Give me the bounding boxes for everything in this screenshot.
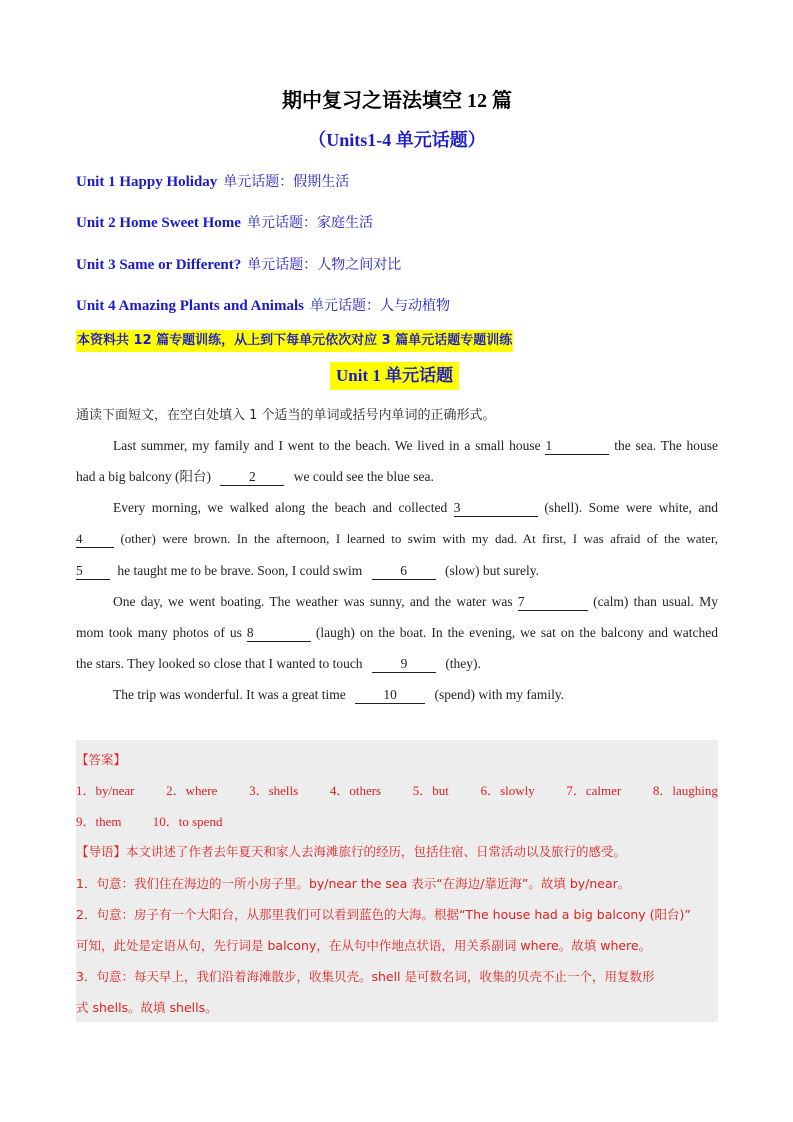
- passage-text: mom took many photos of us: [76, 625, 242, 640]
- blank-1: 1: [545, 438, 609, 455]
- passage-line-6: [76, 592, 718, 612]
- answer-list-row-1: [76, 780, 718, 799]
- answer-label: 【答案】: [76, 752, 127, 767]
- answer-item: 3．shells: [249, 783, 299, 798]
- blank-8: 8: [247, 625, 311, 642]
- explanation-3a: 3．句意：每天早上，我们沿着海滩散步，收集贝壳。shell 是可数名词，收集的贝壳不止一个，用复数形: [76, 969, 655, 984]
- answer-item: 4．others: [329, 783, 382, 798]
- passage-line-1: [76, 436, 718, 456]
- blank-6: 6: [372, 563, 436, 580]
- answer-item: 1．by/near: [76, 783, 135, 798]
- blank-3: 3: [454, 500, 538, 517]
- page-title: 期中复习之语法填空 12 篇: [282, 90, 512, 112]
- unit-3-topic: 单元话题：人物之间对比: [247, 257, 402, 273]
- unit-1-topic: 单元话题：假期生活: [223, 174, 350, 190]
- passage-text: Last summer, my family and I went to the beach. We lived in a small house: [113, 438, 541, 453]
- blank-5: 5: [76, 563, 110, 580]
- explanation-3b: 式 shells。故填 shells。: [76, 1000, 218, 1015]
- answer-section: [76, 740, 718, 1022]
- answer-item: 5．but: [412, 783, 449, 798]
- instructions: 通读下面短文，在空白处填入 1 个适当的单词或括号内单词的正确形式。: [76, 408, 496, 423]
- passage-text: (shell). Some were white, and: [544, 500, 719, 515]
- unit-4-line: [76, 295, 450, 315]
- passage-text: (calm) than usual. My: [593, 594, 718, 609]
- passage-text: we could see the blue sea.: [293, 469, 434, 484]
- page-subtitle: （Units1-4 单元话题）: [308, 130, 486, 150]
- passage-line-5: [76, 561, 718, 581]
- passage-text: had a big balcony (阳台): [76, 469, 211, 484]
- unit-1-name: Unit 1 Happy Holiday: [76, 174, 218, 190]
- guide-line: [76, 842, 626, 860]
- answer-item: 10．to spend: [152, 814, 223, 829]
- passage-text: he taught me to be brave. Soon, I could swim: [117, 563, 363, 578]
- answer-item: 8．laughing: [652, 783, 718, 798]
- guide-label: 【导语】: [76, 844, 127, 859]
- notice-banner: 本资料共 12 篇专题训练，从上到下每单元依次对应 3 篇单元话题专题训练: [76, 330, 513, 352]
- blank-4: 4: [76, 531, 114, 548]
- guide-text: 本文讲述了作者去年夏天和家人去海滩旅行的经历，包括住宿、日常活动以及旅行的感受。: [126, 844, 627, 859]
- unit-4-topic: 单元话题：人与动植物: [309, 298, 450, 314]
- explanation-1: 1．句意：我们住在海边的一所小房子里。by/near the sea 表示“在海边/靠近海”。故填 by/near。: [76, 876, 631, 891]
- passage-text: (slow) but surely.: [444, 563, 539, 578]
- unit-4-name: Unit 4 Amazing Plants and Animals: [76, 298, 304, 314]
- answer-item: 6．slowly: [480, 783, 535, 798]
- answer-item: 9．them: [76, 814, 122, 829]
- passage-text: (laugh) on the boat. In the evening, we sat on the balcony and watched: [315, 625, 719, 640]
- answer-list-row-2: [76, 811, 222, 830]
- blank-2: 2: [220, 469, 284, 486]
- passage-line-4: [76, 529, 718, 549]
- passage-line-8: [76, 654, 718, 674]
- blank-9: 9: [372, 656, 436, 673]
- passage-text: (they).: [445, 656, 481, 671]
- passage-text: Every morning, we walked along the beach and collected: [113, 500, 448, 515]
- passage-line-9: [76, 685, 755, 705]
- unit-1-line: [76, 171, 349, 191]
- answer-item: 7．calmer: [566, 783, 622, 798]
- passage-line-7: [76, 623, 718, 643]
- passage-text: the stars. They looked so close that I wanted to touch: [76, 656, 363, 671]
- answer-item: 2．where: [166, 783, 218, 798]
- unit-3-line: [76, 254, 401, 274]
- unit-3-name: Unit 3 Same or Different?: [76, 257, 242, 273]
- blank-10: 10: [355, 687, 425, 704]
- passage-line-3: [76, 498, 718, 518]
- unit-2-topic: 单元话题：家庭生活: [246, 215, 373, 231]
- blank-7: 7: [518, 594, 588, 611]
- unit-2-name: Unit 2 Home Sweet Home: [76, 215, 241, 231]
- passage-line-2: [76, 467, 718, 487]
- passage-text: (spend) with my family.: [434, 687, 565, 702]
- passage-text: the sea. The house: [614, 438, 718, 453]
- passage-text: One day, we went boating. The weather was sunny, and the water was: [113, 594, 513, 609]
- passage-text: (other) were brown. In the afternoon, I learned to swim with my dad. At first, I was afraid of the water,: [120, 531, 719, 546]
- explanation-2b: 可知，此处是定语从句，先行词是 balcony，在从句中作地点状语，用关系副词 where。故填 where。: [76, 938, 652, 953]
- unit-2-line: [76, 212, 373, 232]
- explanation-2a: 2．句意：房子有一个大阳台，从那里我们可以看到蓝色的大海。根据“The house had a big balcony (阳台)”: [76, 907, 691, 922]
- passage-text: The trip was wonderful. It was a great time: [113, 687, 346, 702]
- section-heading: Unit 1 单元话题: [330, 362, 459, 390]
